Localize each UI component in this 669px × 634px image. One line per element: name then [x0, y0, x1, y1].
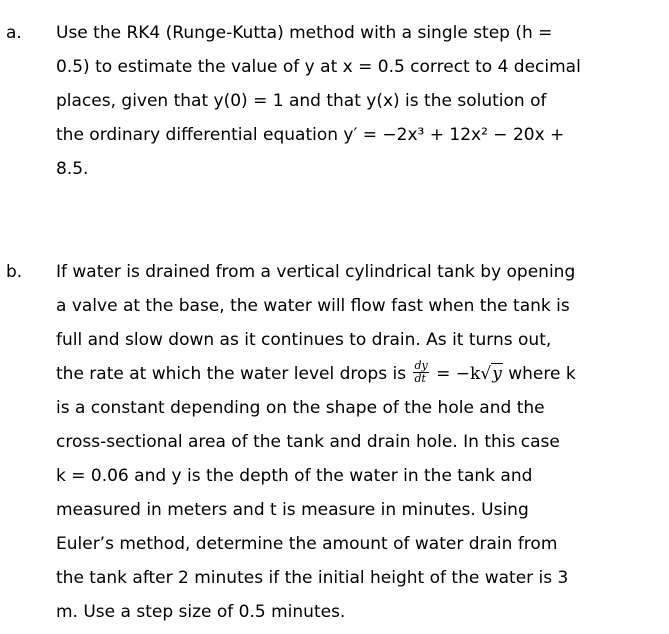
problem-a-line-3: places, given that y(0) = 1 and that y(x) is the solution of	[56, 91, 547, 111]
problem-b-line-3: full and slow down as it continues to drain. As it turns out,	[56, 330, 552, 350]
problem-b-line-1: If water is drained from a vertical cylindrical tank by opening	[56, 262, 576, 282]
problem-b-line-11: m. Use a step size of 0.5 minutes.	[56, 602, 346, 622]
equation-rhs: = −k	[430, 364, 481, 384]
problem-b-marker: b.	[6, 262, 23, 282]
problem-a-marker: a.	[6, 23, 22, 43]
problem-b-line-8: measured in meters and t is measure in minutes. Using	[56, 500, 529, 520]
fraction-numerator: dy	[414, 358, 428, 372]
problem-b-text	[56, 255, 651, 629]
problem-b-line-10: the tank after 2 minutes if the initial height of the water is 3	[56, 568, 569, 588]
problem-b-line-6: cross-sectional area of the tank and drain hole. In this case	[56, 432, 560, 452]
fraction-denominator: dt	[414, 371, 426, 385]
problem-b-line-7: k = 0.06 and y is the depth of the water in the tank and	[56, 466, 533, 486]
square-root-variable: y	[492, 364, 502, 384]
square-root	[480, 357, 502, 391]
derivative-fraction	[413, 360, 428, 385]
radical-sign-icon: √	[480, 364, 492, 384]
problem-b-line-4: the rate at which the water level drops is $\frac{dy}{dt}$ = −k√y where k	[56, 357, 651, 391]
problem-b-line-5: is a constant depending on the shape of the hole and the	[56, 398, 545, 418]
problem-a-line-4: the ordinary differential equation y′ = −2x³ + 12x² − 20x +	[56, 125, 565, 145]
problem-a-line-2: 0.5) to estimate the value of y at x = 0.5 correct to 4 decimal	[56, 57, 581, 77]
problem-a-line-5: 8.5.	[56, 159, 89, 179]
problem-b-line-2: a valve at the base, the water will flow fast when the tank is	[56, 296, 570, 316]
problem-b-line-9: Euler’s method, determine the amount of water drain from	[56, 534, 558, 554]
problem-a-text	[56, 16, 651, 186]
problem-a-line-1: Use the RK4 (Runge-Kutta) method with a single step (h =	[56, 23, 553, 43]
